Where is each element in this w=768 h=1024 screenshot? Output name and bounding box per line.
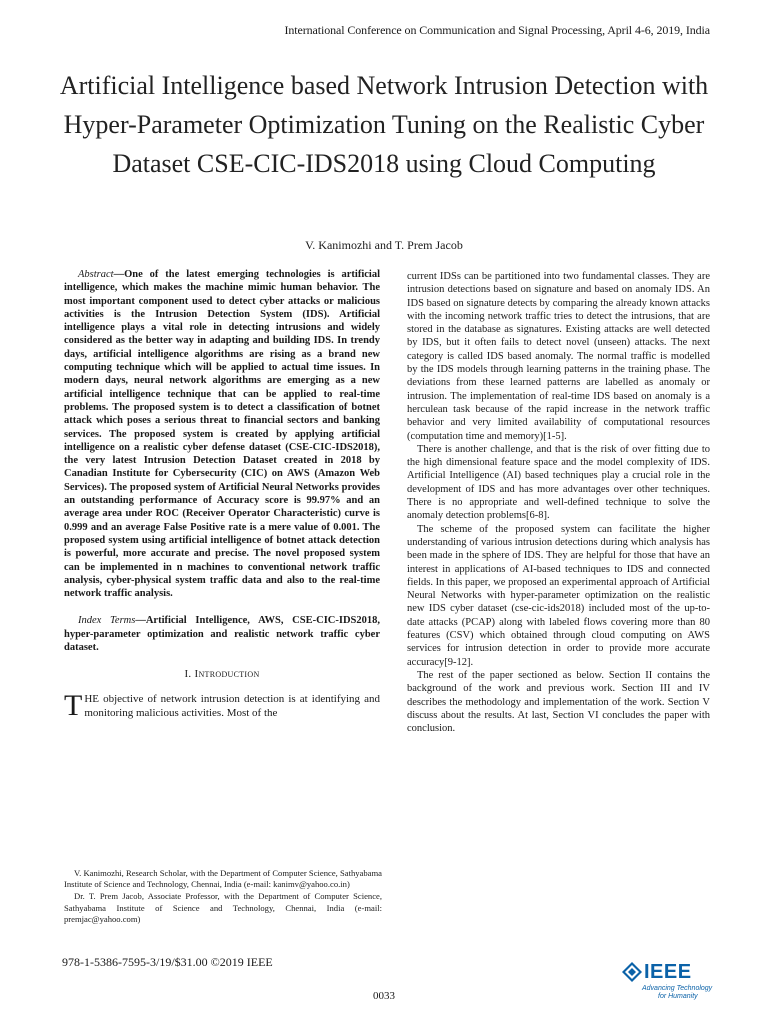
intro-first-word: HE xyxy=(84,692,99,705)
ieee-tagline xyxy=(642,985,720,1001)
abstract-body: —One of the latest emerging technologies is artificial intelligence, which makes the machine mimic human behavior. The most important component used to detect cyber attacks or malicious activities is the Intrusion Detection System (IDS). Artificial intelligence plays a vital role in detecting intrusions and widely considered as the better way in adapting and building IDS. In trendy days, artificial intelligence algorithms are rising as a brand new computing technique which will be applied to actual time issues. In modern days, neural network algorithms are emerging as a new artificial intelligence technique that can be applied to real-time problems. The proposed system is to detect a classification of botnet attack which poses a serious threat to financial sectors and banking services. The proposed system is created by applying artificial intelligence on a realistic cyber defense dataset (CSE-CIC-IDS2018), the very latest Intrusion Detection Dataset created in 2018 by Canadian Institute for Cybersecurity (CIC) on AWS (Amazon Web Services). The proposed system of Artificial Neural Networks provides an outstanding performance of Accuracy score is 99.97% and an average area under ROC (Receiver Operator Characteristic) curve is 0.999 and an average False Positive rate is a mere value of 0.001. The proposed system using artificial intelligence of botnet attack detection is powerful, more accurate and precise. The novel proposed system can be implemented in n machines to conventional network traffic analysis, cyber-physical system traffic data and also to the real-time network traffic analysis. xyxy=(64,269,380,600)
introduction-heading: I. Introduction xyxy=(184,668,260,681)
conference-header: International Conference on Communication and Signal Processing, April 4-6, 2019, India xyxy=(284,23,710,37)
right-paragraph-4: The rest of the paper sectioned as below. Section II contains the background of the work and previous work. Section III and IV describes the methodology and implementation of the work. Section V discuss about the results. At last, Section VI concludes the paper with conclusion. xyxy=(407,669,710,735)
author-footnotes xyxy=(64,868,382,926)
page-number: 0033 xyxy=(373,990,395,1002)
left-column xyxy=(64,268,380,720)
ieee-logo-word: IEEE xyxy=(644,961,692,983)
paper-title: Artificial Intelligence based Network Intrusion Detection with Hyper-Parameter Optimization Tuning on the Realistic Cyber Dataset CSE-CIC-IDS2018 using Cloud Computing xyxy=(59,71,709,178)
abstract xyxy=(64,268,380,600)
index-terms-lead: Index Terms xyxy=(78,615,136,627)
ieee-tagline-line-2: for Humanity xyxy=(658,993,698,1000)
index-terms-body: —Artificial Intelligence, AWS, CSE-CIC-IDS2018, hyper-parameter optimization and realistic network traffic cyber dataset. xyxy=(64,615,380,654)
abstract-lead: Abstract xyxy=(78,269,114,280)
ieee-tagline-line-1: Advancing Technology xyxy=(642,985,713,992)
right-paragraph-3: The scheme of the proposed system can facilitate the higher understanding of various intrusion detections during which analysis has been made in the sphere of IDS. They are helpful for those that have an interest in applications of AI-based techniques to IDS and connected fields. In this paper, we proposed an experimental approach of Artificial Neural Networks with hyper-parameter optimization on the realistic new IDS cyber dataset (cse-cic-ids2018) included most of the up-to-date attacks (PCAP) along with labeled flows covering more than 80 features (CSV) which obtained through cloud computing on AWS services for intrusion detection in order to provide more accurate accuracy[9-12]. xyxy=(407,523,710,668)
intro-text: objective of network intrusion detection is at identifying and monitoring malicious activities. Most of the xyxy=(84,692,380,719)
ieee-logo xyxy=(622,961,718,1007)
footnote-author-2: Dr. T. Prem Jacob, Associate Professor, with the Department of Computer Science, Sathyabama Institute of Science and Technology, Chennai, India (e-mail: premjac@yahoo.com) xyxy=(64,891,382,924)
right-paragraph-1: current IDSs can be partitioned into two fundamental classes. They are intrusion detections based on signature and based on anomaly IDS. An IDS based on signature detects by comparing the already known attacks with the incoming network traffic tries to detect the intrusions, that are stored in the database as signatures. Existing attacks are well detected by IDS, but it often fails to detect novel (unseen) attacks. The next category is called IDS based anomaly. The normal traffic is modelled by the IDS models through learning patterns in the training phase. The deviations from these learned patterns are labelled as anomaly or intrusion. The implementation of real-time IDS based on anomaly is a herculean task because of the rapid increase in the network traffic behavior and very limited availability of computational resources (computation time and memory)[1-5]. xyxy=(407,271,710,442)
isbn-copyright: 978-1-5386-7595-3/19/$31.00 ©2019 IEEE xyxy=(62,955,273,969)
index-terms xyxy=(64,614,380,654)
right-column xyxy=(407,270,710,735)
paper-authors: V. Kanimozhi and T. Prem Jacob xyxy=(305,238,463,252)
footnote-author-1: V. Kanimozhi, Research Scholar, with the Department of Computer Science, Sathyabama Institute of Science and Technology, Chennai, India (e-mail: kanimv@yahoo.co.in) xyxy=(64,868,382,890)
ieee-diamond-icon xyxy=(622,962,642,982)
drop-cap: T xyxy=(64,688,83,722)
right-paragraph-2: There is another challenge, and that is the risk of over fitting due to the high dimensional feature space and the model complexity of IDS. Artificial Intelligence (AI) based techniques play a crucial role in the development of IDS and has more advantages over other techniques. There is no appropriate and well-defined technique to solve the anomaly detection problems[6-8]. xyxy=(407,443,710,522)
introduction-paragraph xyxy=(64,688,380,722)
